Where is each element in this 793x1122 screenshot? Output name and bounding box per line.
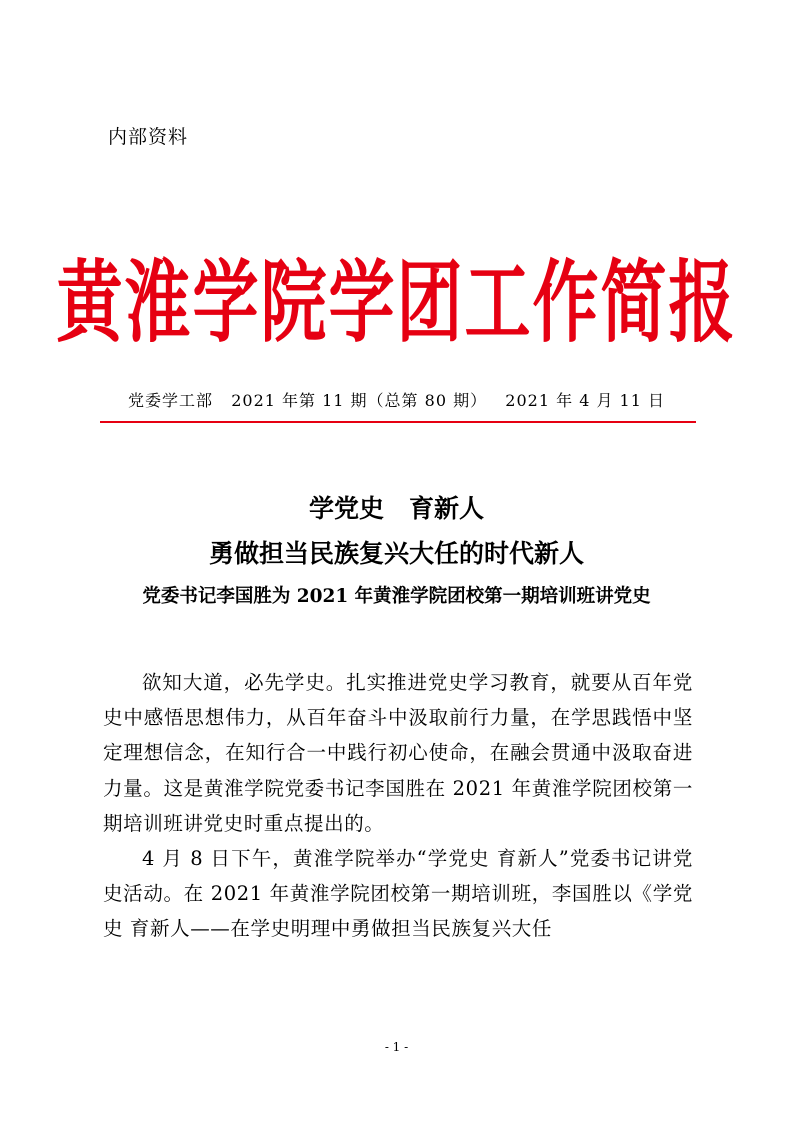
classification-label: 内部资料 xyxy=(108,126,189,148)
issue-line xyxy=(128,388,665,411)
paragraph: 欲知大道，必先学史。扎实推进党史学习教育，就要从百年党史中感悟思想伟力，从百年奋斗中汲取前行力量，在学思践悟中坚定理想信念，在知行合一中践行初心使命，在融会贯通中汲取奋进力量。这是黄淮学院党委书记李国胜在 2021 年黄淮学院团校第一期培训班讲党史时重点提出的。 xyxy=(103,671,693,835)
issue-number: 2021 年第 11 期（总第 80 期） xyxy=(231,391,488,410)
article-body xyxy=(103,665,693,947)
masthead-title: 黄淮学院学团工作简报 xyxy=(56,249,737,356)
headline-line-2: 勇做担当民族复兴大任的时代新人 xyxy=(208,539,584,568)
paragraph: 4 月 8 日下午，黄淮学院举办“学党史 育新人”党委书记讲党史活动。在 2021 年黄淮学院团校第一期培训班，李国胜以《学党史 育新人——在学史明理中勇做担当民族复兴大任 xyxy=(103,847,693,941)
red-divider xyxy=(100,421,696,423)
page-number: - 1 - xyxy=(384,1040,409,1054)
headline-line-1: 学党史 育新人 xyxy=(308,494,484,523)
headline-subtitle: 党委书记李国胜为 2021 年黄淮学院团校第一期培训班讲党史 xyxy=(142,586,651,607)
department-label: 党委学工部 xyxy=(128,391,214,410)
issue-date: 2021 年 4 月 11 日 xyxy=(505,391,665,410)
